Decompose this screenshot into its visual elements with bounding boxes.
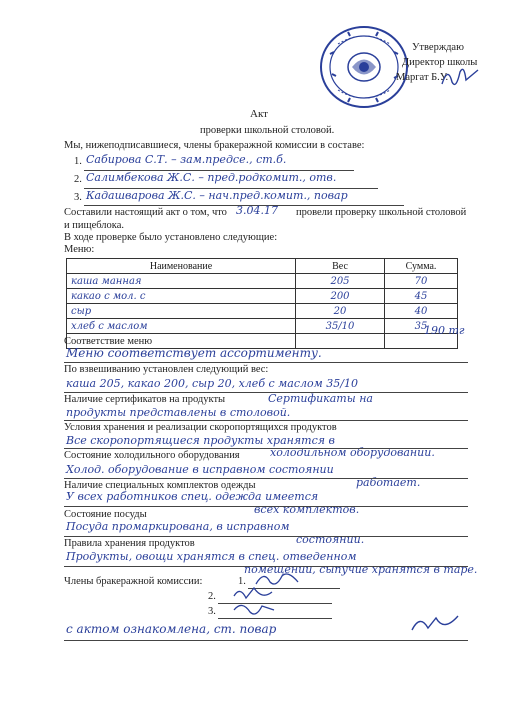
- director-signature-icon: [440, 64, 480, 90]
- menu-cell-name: сыр: [67, 304, 296, 319]
- menu-total: 190 тг: [424, 324, 465, 337]
- section-weight-label: По взвешиванию установлен следующий вес:: [64, 364, 269, 375]
- member-1-num: 1.: [74, 156, 82, 167]
- footer-note-line: [64, 640, 468, 641]
- menu-header-sum: Сумма.: [385, 259, 458, 274]
- table-row: [67, 319, 458, 334]
- found-text: В ходе проверке было установлено следующие:: [64, 232, 278, 243]
- section-clothing-line: [64, 506, 468, 507]
- signatures-label: Члены бракеражной комиссии:: [64, 576, 203, 587]
- member-3-num: 3.: [74, 192, 82, 203]
- menu-cell-name: какао с мол. с: [67, 289, 296, 304]
- section-dishes-line: [64, 536, 468, 537]
- menu-label: Меню:: [64, 244, 95, 255]
- menu-header-weight: Вес: [296, 259, 385, 274]
- member-2-num: 2.: [74, 174, 82, 185]
- section-menu-line: [64, 362, 468, 363]
- cook-signature-icon: [410, 612, 460, 636]
- section-clothing-answer-2: всех комплектов.: [254, 503, 360, 516]
- menu-cell-sum: 35: [385, 319, 458, 334]
- section-weight-line: [64, 392, 468, 393]
- section-dishes-answer-2: состоянии.: [296, 533, 365, 546]
- section-clothing-answer: У всех работников спец. одежда имеется: [66, 490, 319, 503]
- section-dishes-label: Состояние посуды: [64, 509, 147, 520]
- school-stamp-seal-icon: [318, 24, 410, 110]
- table-row: [67, 304, 458, 319]
- menu-cell-weight: 35/10: [296, 319, 385, 334]
- section-clothing-label: Наличие специальных комплектов одежды: [64, 480, 256, 491]
- section-menu-answer: Меню соответствует ассортименту.: [66, 346, 322, 360]
- approval-line-3: Маргат Б.У.: [396, 72, 449, 83]
- menu-header-name: Наименование: [67, 259, 296, 274]
- section-storage-answer: Все скоропортящиеся продукты хранятся в: [66, 434, 335, 447]
- signature-3-num: 3.: [208, 606, 216, 617]
- member-3-text: Кадашварова Ж.С. – нач.пред.комит., повар: [86, 189, 348, 202]
- compiled-prefix: Составили настоящий акт о том, что: [64, 207, 227, 218]
- section-fridge-answer-2: работает.: [356, 476, 421, 489]
- compiled-line-2: и пищеблока.: [64, 220, 125, 231]
- signature-2-num: 2.: [208, 591, 216, 602]
- section-certificates-answer-2: продукты представлены в столовой.: [66, 406, 291, 419]
- menu-cell-sum: 40: [385, 304, 458, 319]
- menu-cell-sum: 45: [385, 289, 458, 304]
- section-certificates-answer: Сертификаты на: [268, 392, 373, 405]
- section-storage-line: [64, 448, 468, 449]
- document-title: Акт: [250, 108, 268, 120]
- menu-cell-name: хлеб с маслом: [67, 319, 296, 334]
- signature-3-line: [218, 618, 332, 619]
- menu-table-header: [67, 259, 458, 274]
- approval-line-1: Утверждаю: [412, 42, 464, 53]
- section-menu-label: Соответствие меню: [64, 336, 153, 347]
- intro-text: Мы, нижеподписавшиеся, члены бракеражной комиссии в составе:: [64, 140, 365, 151]
- section-certificates-line: [64, 420, 468, 421]
- signature-1-num: 1.: [238, 576, 246, 587]
- section-dishes-answer: Посуда промаркирована, в исправном: [66, 520, 290, 533]
- document-subtitle: проверки школьной столовой.: [200, 125, 335, 136]
- section-fridge-label: Состояние холодильного оборудования: [64, 450, 240, 461]
- section-products-answer: Продукты, овощи хранятся в спец. отведенном: [66, 550, 357, 563]
- section-products-answer-2: помещении, сыпучие хранятся в таре.: [244, 563, 478, 576]
- section-products-line: [64, 566, 468, 567]
- section-fridge-answer: Холод. оборудование в исправном состоянии: [66, 463, 334, 476]
- menu-cell-name: каша манная: [67, 274, 296, 289]
- menu-cell-weight: 205: [296, 274, 385, 289]
- section-storage-label: Условия хранения и реализации скоропортящихся продуктов: [64, 422, 337, 433]
- section-fridge-line: [64, 478, 468, 479]
- compiled-date: 3.04.17: [236, 204, 278, 217]
- section-certificates-label: Наличие сертификатов на продукты: [64, 394, 226, 405]
- table-row: [67, 289, 458, 304]
- section-weight-answer: каша 205, какао 200, сыр 20, хлеб с маслом 35/10: [66, 377, 358, 390]
- menu-cell-sum: 70: [385, 274, 458, 289]
- table-row: [67, 274, 458, 289]
- member-2-text: Салимбекова Ж.С. – пред.родкомит., отв.: [86, 171, 337, 184]
- approval-line-2: Директор школы: [402, 57, 478, 68]
- menu-cell-weight: 200: [296, 289, 385, 304]
- signature-3-icon: [232, 600, 276, 618]
- section-storage-answer-2: холодильном оборудовании.: [270, 446, 435, 459]
- member-1-text: Сабирова С.Т. – зам.предсе., ст.б.: [86, 153, 287, 166]
- section-products-label: Правила хранения продуктов: [64, 538, 195, 549]
- footer-note: с актом ознакомлена, ст. повар: [66, 622, 277, 636]
- menu-cell-weight: 20: [296, 304, 385, 319]
- compiled-suffix: провели проверку школьной столовой: [296, 207, 467, 218]
